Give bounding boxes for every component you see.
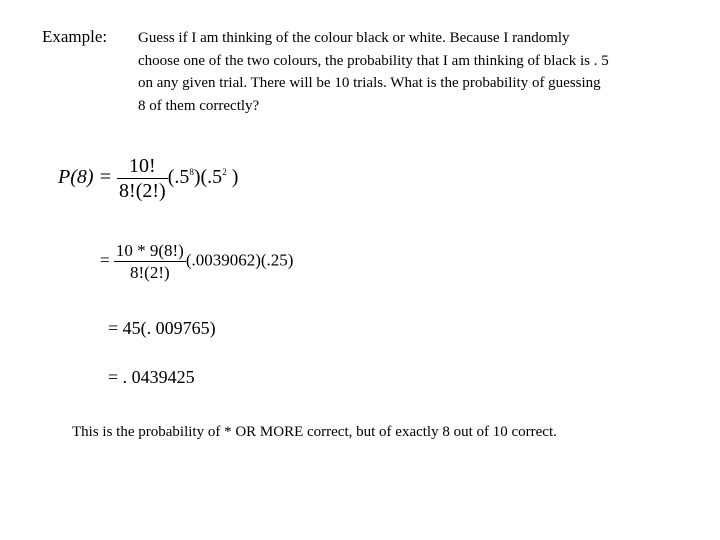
equation-step-3: = 45(. 009765) bbox=[108, 318, 216, 338]
eq1-factor-mid: )(.5 bbox=[193, 166, 223, 189]
eq1-denominator: 8!(2!) bbox=[119, 180, 166, 202]
conclusion-note: This is the probability of * OR MORE correct, but of exactly 8 out of 10 correct. bbox=[72, 424, 557, 440]
eq2-fraction bbox=[114, 240, 186, 283]
eq2-rest: (.0039062)(.25) bbox=[185, 250, 294, 270]
eq1-factor-open: (.5 bbox=[167, 166, 190, 189]
problem-line: 8 of them correctly? bbox=[138, 97, 260, 114]
eq1-factor-close: ) bbox=[226, 166, 239, 189]
example-label: Example: bbox=[42, 27, 108, 46]
equation-binomial-formula bbox=[58, 154, 238, 203]
problem-statement bbox=[138, 27, 698, 117]
eq2-equals: = bbox=[100, 250, 110, 270]
equation-result: = . 0439425 bbox=[108, 367, 195, 387]
problem-line: Guess if I am thinking of the colour black or white. Because I randomly bbox=[138, 30, 570, 46]
eq1-exponent-2: 2 bbox=[222, 167, 227, 177]
eq1-numerator: 10! bbox=[129, 155, 156, 177]
equation-expanded bbox=[100, 240, 293, 283]
eq2-numerator: 10 * 9(8!) bbox=[115, 241, 184, 260]
problem-line: on any given trial. There will be 10 trials. What is the probability of guessing bbox=[138, 75, 601, 91]
problem-line: choose one of the two colours, the probability that I am thinking of black is . 5 bbox=[138, 52, 609, 69]
eq1-exponent-1: 8 bbox=[189, 167, 194, 177]
eq2-denominator: 8!(2!) bbox=[114, 261, 186, 283]
eq1-lhs: P(8) = bbox=[58, 166, 113, 189]
eq1-fraction bbox=[117, 154, 168, 203]
